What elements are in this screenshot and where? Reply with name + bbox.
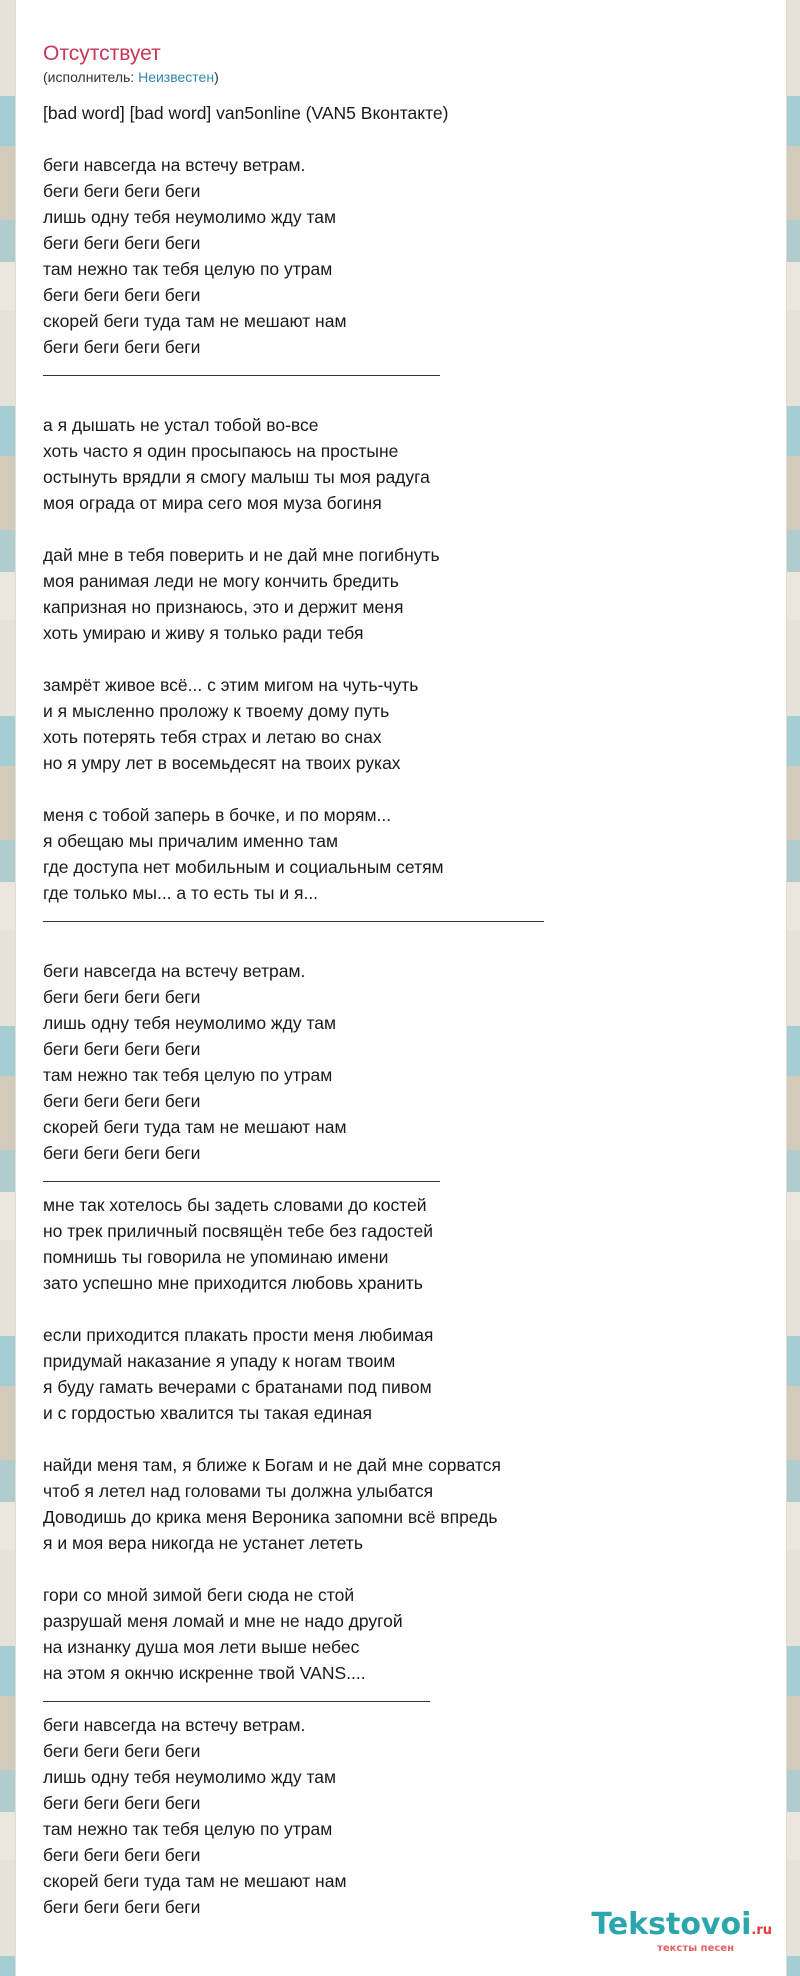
lyric-line: где доступа нет мобильным и социальным сетям [43,857,444,877]
lyric-line: лишь одну тебя неумолимо жду там [43,1013,337,1033]
lyric-line [43,1426,786,1452]
lyric-line: но я умру лет в восемьдесят на твоих руках [43,753,401,773]
lyric-line: чтоб я летел над головами ты должна улыбатся [43,1481,434,1501]
lyric-line: мне так хотелось бы задеть словами до костей [43,1195,427,1215]
lyric-line: и с гордостью хвалится ты такая единая [43,1403,372,1423]
artist-line [43,68,786,86]
lyric-line: там нежно так тебя целую по утрам [43,259,333,279]
lyric-line [43,386,786,412]
lyric-line: остынуть врядли я смогу малыш ты моя радуга [43,467,430,487]
lyric-line: моя ранимая леди не могу кончить бредить [43,571,399,591]
lyric-line [43,646,786,672]
lyric-line: беги беги беги беги [43,1143,201,1163]
lyric-line: дай мне в тебя поверить и не дай мне погибнуть [43,545,440,565]
lyric-line: скорей беги туда там не мешают нам [43,1871,347,1891]
lyric-line: я буду гамать вечерами с братанами под пивом [43,1377,432,1397]
artist-suffix: ) [214,69,219,85]
lyric-separator [43,1166,786,1192]
lyric-line: разрушай меня ломай и мне не надо другой [43,1611,403,1631]
lyric-line: беги беги беги беги [43,1091,201,1111]
lyric-line: беги беги беги беги [43,1845,201,1865]
lyric-line: найди меня там, я ближе к Богам и не дай мне сорватся [43,1455,501,1475]
lyric-line: беги беги беги беги [43,181,201,201]
lyric-line: лишь одну тебя неумолимо жду там [43,1767,337,1787]
lyric-line [43,516,786,542]
artist-link[interactable]: Неизвестен [138,69,215,85]
lyric-line: капризная но признаюсь, это и держит меня [43,597,404,617]
lyric-line: на изнанку душа моя лети выше небес [43,1637,360,1657]
lyric-line: хоть часто я один просыпаюсь на простыне [43,441,399,461]
lyric-separator [43,1686,786,1712]
lyric-line: скорей беги туда там не мешают нам [43,311,347,331]
lyric-line: но трек приличный посвящён тебе без гадостей [43,1221,434,1241]
lyric-line: там нежно так тебя целую по утрам [43,1065,333,1085]
logo-name: Tekstovoi [591,1907,752,1942]
lyric-line [43,1296,786,1322]
lyric-line: беги беги беги беги [43,987,201,1007]
lyric-line: меня с тобой заперь в бочке, и по морям... [43,805,392,825]
lyric-line: беги беги беги беги [43,1897,201,1917]
lyric-line: я обещаю мы причалим именно там [43,831,338,851]
lyric-line: хоть умираю и живу я только ради тебя [43,623,364,643]
site-logo[interactable] [591,1907,772,1957]
lyric-line: там нежно так тебя целую по утрам [43,1819,333,1839]
lyric-separator [43,360,786,386]
lyric-line: беги беги беги беги [43,285,201,305]
lyric-line: на этом я окнчю искренне твой VANS.... [43,1663,366,1683]
lyric-line: беги беги беги беги [43,233,201,253]
lyric-line: беги беги беги беги [43,1793,201,1813]
lyric-line: Доводишь до крика меня Вероника запомни всё впредь [43,1507,498,1527]
lyric-line: придумай наказание я упаду к ногам твоим [43,1351,396,1371]
separator-rule [43,921,544,922]
lyrics-block [43,100,786,1920]
lyric-line: беги беги беги беги [43,1039,201,1059]
lyric-line: помнишь ты говорила не упоминаю имени [43,1247,389,1267]
lyric-line: беги беги беги беги [43,1741,201,1761]
lyric-line [43,1556,786,1582]
lyric-line: гори со мной зимой беги сюда не стой [43,1585,355,1605]
lyric-line: и я мысленно проложу к твоему дому путь [43,701,390,721]
lyric-separator [43,906,786,932]
lyric-line: моя ограда от мира сего моя муза богиня [43,493,382,513]
content-card [15,0,787,1976]
separator-rule [43,375,440,376]
lyric-line: замрёт живое всё... с этим мигом на чуть-чуть [43,675,419,695]
lyric-line [43,126,786,152]
lyric-line: лишь одну тебя неумолимо жду там [43,207,337,227]
artist-prefix: (исполнитель: [43,69,139,85]
lyric-line [43,776,786,802]
lyric-line: зато успешно мне приходится любовь хранить [43,1273,423,1293]
lyric-line: беги беги беги беги [43,337,201,357]
separator-rule [43,1701,430,1702]
lyric-line: где только мы... а то есть ты и я... [43,883,319,903]
lyric-line: беги навсегда на встечу ветрам. [43,961,306,981]
separator-rule [43,1181,440,1182]
lyric-line: а я дышать не устал тобой во-все [43,415,319,435]
logo-tld: .ru [751,1923,772,1938]
lyric-line: хоть потерять тебя страх и летаю во снах [43,727,382,747]
lyric-line [43,932,786,958]
lyric-line: скорей беги туда там не мешают нам [43,1117,347,1137]
lyric-line: [bad word] [bad word] van5online (VAN5 Вконтакте) [43,103,449,123]
lyric-line: беги навсегда на встечу ветрам. [43,1715,306,1735]
lyric-line: беги навсегда на встечу ветрам. [43,155,306,175]
lyric-line: если приходится плакать прости меня любимая [43,1325,434,1345]
logo-tagline: тексты песен [657,1943,734,1954]
song-title: Отсутствует [43,42,161,65]
lyric-line: я и моя вера никогда не устанет лететь [43,1533,363,1553]
